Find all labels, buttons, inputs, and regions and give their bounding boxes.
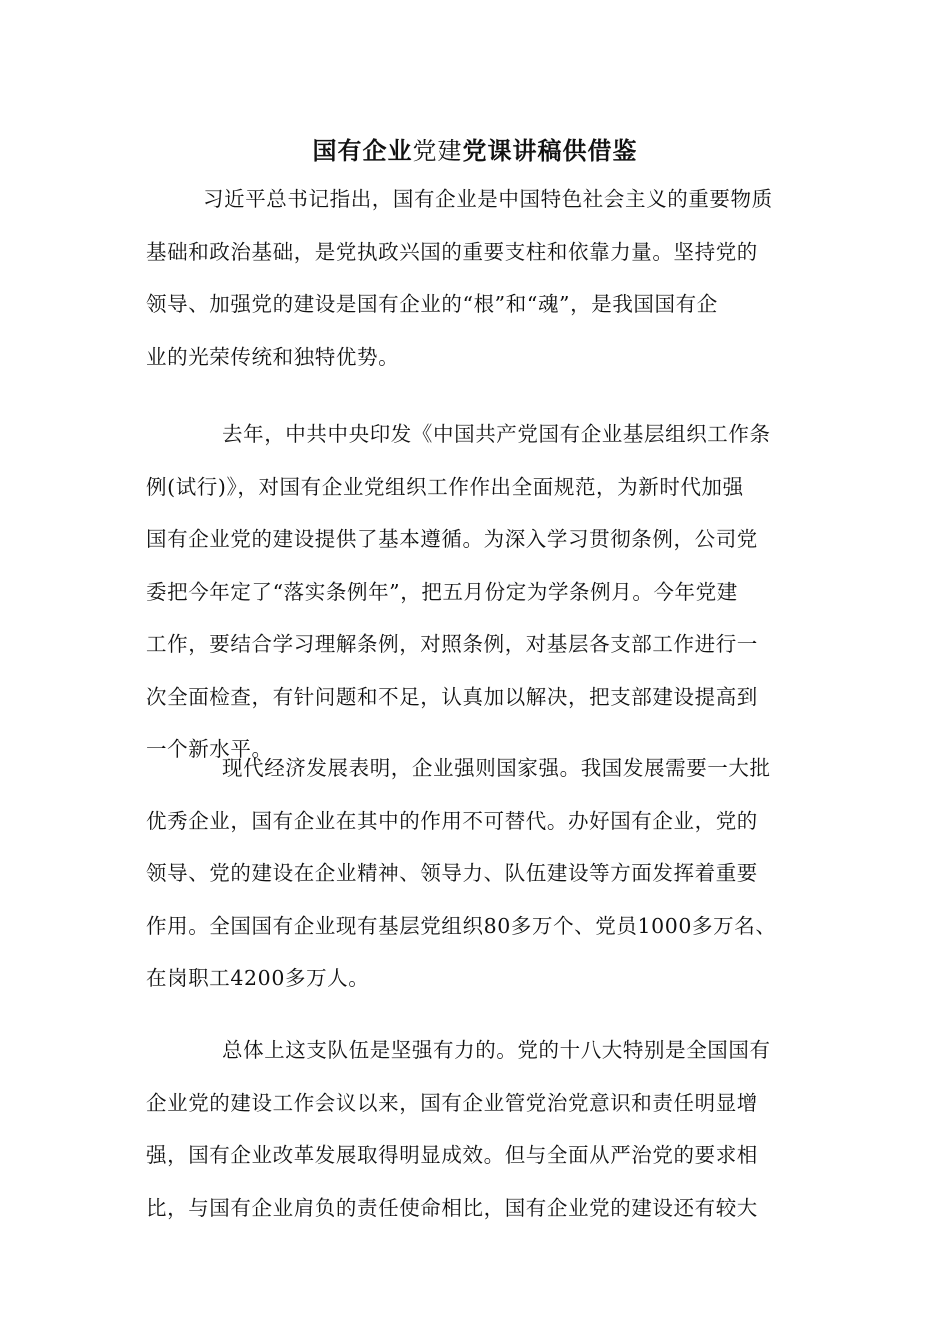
paragraph-line: 去年，中共中央印发《中国共产党国有企业基层组织工作条: [222, 422, 771, 446]
paragraph-line: 一个新水平。: [146, 737, 273, 761]
paragraph-line: 委把今年定了“落实条例年”，把五月份定为学条例月。今年党建: [146, 579, 738, 604]
title-part-1: 国有企业: [312, 136, 413, 165]
paragraph-line: 领导、加强党的建设是国有企业的“根”和“魂”，是我国国有企: [146, 292, 718, 316]
document-title: [0, 133, 950, 169]
paragraph-line: 次全面检查，有针问题和不足，认真加以解决，把支部建设提高到: [146, 684, 758, 709]
paragraph-line: 总体上这支队伍是坚强有力的。党的十八大特别是全国国有: [222, 1038, 771, 1062]
paragraph-line: 作用。全国国有企业现有基层党组织80多万个、党员1000多万名、: [146, 913, 777, 938]
paragraph-line: 在岗职工4200多万人。: [146, 966, 370, 990]
paragraph-line: 国有企业党的建设提供了基本遵循。为深入学习贯彻条例，公司党: [146, 527, 758, 551]
paragraph-3: [146, 742, 806, 1005]
paragraph-2: [146, 408, 806, 776]
paragraph-4: [146, 1024, 806, 1234]
paragraph-line: 企业党的建设工作会议以来，国有企业管党治党意识和责任明显增: [146, 1090, 758, 1115]
title-part-3: 党课讲稿供借鉴: [462, 136, 638, 165]
paragraph-line: 领导、党的建设在企业精神、领导力、队伍建设等方面发挥着重要: [146, 861, 758, 885]
paragraph-line: 基础和政治基础，是党执政兴国的重要支柱和依靠力量。坚持党的: [146, 239, 758, 264]
paragraph-1: [146, 173, 806, 383]
title-part-2: 党建: [412, 137, 463, 165]
paragraph-line: 比，与国有企业肩负的责任使命相比，国有企业党的建设还有较大: [146, 1195, 758, 1220]
paragraph-line: 强，国有企业改革发展取得明显成效。但与全面从严治党的要求相: [146, 1143, 758, 1167]
paragraph-line: 优秀企业，国有企业在其中的作用不可替代。办好国有企业，党的: [146, 808, 758, 833]
paragraph-line: 例(试行)》，对国有企业党组织工作作出全面规范，为新时代加强: [146, 474, 744, 499]
paragraph-line: 现代经济发展表明，企业强则国家强。我国发展需要一大批: [222, 756, 771, 780]
paragraph-line: 业的光荣传统和独特优势。: [146, 344, 400, 369]
paragraph-line: 工作，要结合学习理解条例，对照条例，对基层各支部工作进行一: [146, 632, 758, 656]
paragraph-line: 习近平总书记指出，国有企业是中国特色社会主义的重要物质: [203, 187, 773, 211]
